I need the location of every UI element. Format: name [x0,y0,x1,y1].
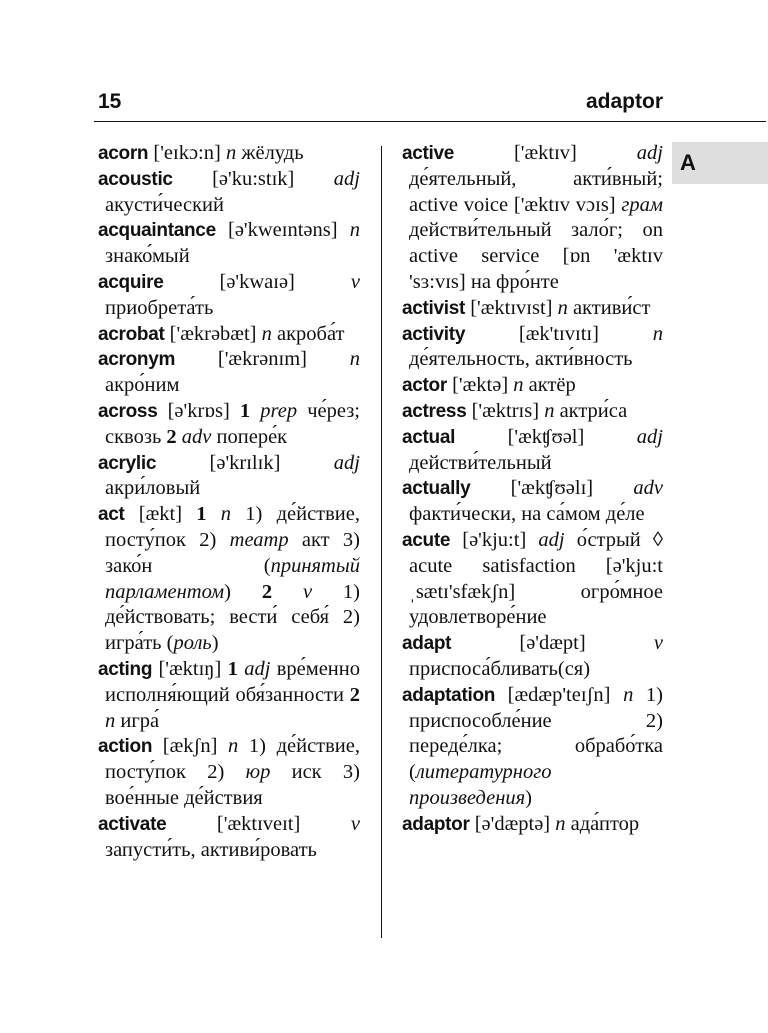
entry-label: v [350,812,360,835]
entry-label: юр [245,761,271,784]
page-number: 15 [98,90,122,113]
alphabet-thumb-tab [672,142,768,184]
entry-text [272,581,303,603]
entry-sense-number: 2 [261,580,273,603]
entry-text: [ə'ku:stɪk] [172,167,334,190]
entry-label: n [557,296,568,319]
entry-text: [ə'dæptə] [469,812,556,835]
dictionary-entry [402,373,663,399]
entry-label: n [105,709,116,732]
right-column [402,141,663,838]
entry-text: ) [224,580,262,603]
dictionary-entry [98,734,360,811]
entry-headword: active [402,143,455,164]
dictionary-entry [402,322,663,374]
entry-text: активи́ст [567,296,651,319]
entry-label: роль [173,632,212,655]
entry-text: [ə'kweɪntəns] [215,219,350,242]
entry-text: де́ятельный, акти́вный; active voice ['æktɪv vɔɪs] [409,167,663,216]
entry-text: ['eɪkɔ:n] [148,142,226,164]
column-divider [381,146,382,938]
entry-sense-number: 1 [239,399,251,422]
entry-label: театр [229,528,289,551]
entry-sense-number: 1 [196,503,207,526]
entry-headword: acorn [98,143,149,164]
dictionary-entry [402,296,663,322]
entry-text: ['ækʧʊəl] [455,425,637,448]
entry-text: ) [211,632,219,655]
entry-label: n [261,322,272,345]
dictionary-entry [98,270,360,322]
entry-text: ['æktɪveɪt] [166,812,351,835]
entry-text: акусти́ческий [105,193,224,216]
entry-label: n [652,322,663,345]
entry-headword: acrylic [98,452,157,474]
entry-label: adv [633,477,663,500]
dictionary-entry [98,451,360,503]
entry-label: v [653,632,663,655]
entry-text: [æk'tɪvɪtɪ] [465,322,653,345]
entry-text: [ækt] [124,503,197,526]
entry-sense-number: 1 [227,657,238,680]
entry-label: литературного произведения [409,761,552,809]
entry-headword: acronym [98,349,176,371]
entry-label: adj [636,142,663,164]
entry-headword: activist [402,297,466,319]
dictionary-entry [98,322,360,348]
entry-label: принятый парламентом [105,554,360,603]
entry-label: adj [538,528,565,551]
entry-text: актёр [523,374,576,397]
dictionary-entry [98,218,360,270]
entry-headword: across [98,400,158,422]
entry-headword: activate [98,813,167,835]
entry-label: adj [244,657,271,680]
entry-headword: adaptation [402,684,496,706]
entry-text: ['æktɪŋ] [152,657,228,680]
entry-headword: adapt [402,633,452,655]
entry-headword: acute [402,529,451,551]
dictionary-entry [402,476,663,528]
entry-text: 1) де́йствие, посту́пок 2) [105,735,361,784]
dictionary-entry [98,347,360,399]
entry-text: че́рез; сквозь [105,399,360,448]
entry-label: adj [636,425,663,448]
entry-text: факти́чески, на са́мом де́ле [409,503,645,526]
entry-label: n [220,503,232,526]
entry-label: n [544,399,555,422]
entry-text: актри́са [554,399,628,422]
dictionary-entry [98,399,360,451]
entry-text: действи́тельный зало́г; on active service [ɒn 'æktɪv 'sɜ:vɪs] на фро́нте [409,219,663,293]
entry-label: n [225,142,237,164]
dictionary-entry [402,528,663,631]
entry-text: ада́птор [565,812,640,835]
entry-text: ) [525,786,532,809]
entry-text: 1) де́йствовать; вести́ себя́ 2) игра́ть ( [105,580,361,655]
dictionary-entry [402,631,663,683]
entry-headword: acquire [98,271,164,293]
entry-text: вре́менно исполня́ющий обя́занности [105,657,361,706]
entry-text: ['ækrəbæt] [164,322,262,345]
entry-label: n [349,348,360,371]
entry-text: действи́тельный [409,451,552,474]
entry-label: adj [333,167,360,190]
left-column [98,141,360,863]
entry-label: adj [333,451,360,474]
entry-text: ['æktɪvɪst] [465,296,558,319]
thumb-tab-letter: A [680,150,696,175]
entry-label: prep [260,399,298,422]
entry-text: акро́ним [105,374,180,397]
entry-headword: actually [402,478,471,500]
entry-text: [ə'dæpt] [451,632,654,655]
entry-text [207,503,221,525]
dictionary-entry [402,399,663,425]
entry-label: n [555,812,566,835]
entry-text: игра́ [115,709,160,732]
entry-text: жёлудь [236,142,304,164]
entry-text: запусти́ть, активи́ровать [105,838,317,861]
entry-headword: action [98,736,153,758]
dictionary-entry [98,657,360,734]
page-header [98,88,663,118]
entry-sense-number: 2 [349,683,360,706]
entry-text: [ə'kju:t] [450,528,539,551]
entry-text: о́стрый ◊ acute satisfaction [ə'kju:t ˌsætɪ'sfækʃn] огро́мное удовлетворе́ние [409,528,663,629]
entry-text: де́ятельность, акти́вность [409,348,633,371]
entry-headword: actual [402,426,456,448]
dictionary-entry [98,812,360,864]
entry-text: [ækʃn] [152,735,229,758]
entry-label: adv [181,425,212,448]
entry-headword: acrobat [98,323,165,345]
header-rule [94,121,766,122]
entry-text: ['æktrɪs] [466,399,545,422]
entry-headword: actor [402,375,447,397]
entry-text: [ædæp'teɪʃn] [495,683,624,706]
entry-text: иск 3) вое́нные де́йствия [105,761,361,809]
dictionary-entry [402,141,663,296]
entry-text: ['ækrənɪm] [175,348,350,371]
entry-text: приспоса́бливать(ся) [409,657,591,680]
entry-text [250,400,260,422]
entry-text: [ə'kwaɪə] [163,270,351,293]
entry-text: акт 3) зако́н ( [105,528,361,577]
entry-label: n [349,219,360,242]
running-head: adaptor [585,90,663,113]
entry-headword: actress [402,400,467,422]
dictionary-entry [402,812,663,838]
entry-text: [ə'krɪlɪk] [156,451,334,474]
entry-text: ['æktə] [446,374,514,397]
entry-label: v [302,580,313,603]
dictionary-entry [98,502,360,657]
entry-label: n [513,374,524,397]
entry-label: n [228,735,239,758]
entry-headword: activity [402,323,466,345]
entry-text: 1) приспособле́ние 2) переде́лка; обрабо́тка ( [409,683,664,784]
dictionary-entry [402,425,663,477]
entry-label: n [623,683,634,706]
entry-headword: adaptor [402,813,470,835]
entry-text: 1) де́йствие, посту́пок 2) [105,503,360,551]
entry-text: акри́ловый [105,477,201,500]
entry-text: знако́мый [105,245,190,268]
entry-headword: acquaintance [98,220,216,242]
entry-text: попере́к [211,425,288,448]
entry-headword: acoustic [98,168,173,190]
entry-text: приобрета́ть [105,296,214,319]
dictionary-entry [402,683,663,812]
entry-label: v [350,270,360,293]
dictionary-entry [98,141,360,167]
entry-label: грам [621,193,663,216]
entry-headword: act [98,504,125,526]
entry-text: ['æktɪv] [454,142,637,164]
entry-text: акроба́т [271,322,345,345]
dictionary-entry [98,167,360,219]
entry-sense-number: 2 [166,425,177,448]
entry-text: [ə'krɒs] [157,399,240,422]
entry-text: ['ækʧʊəlɪ] [470,477,634,500]
entry-headword: acting [98,658,153,680]
